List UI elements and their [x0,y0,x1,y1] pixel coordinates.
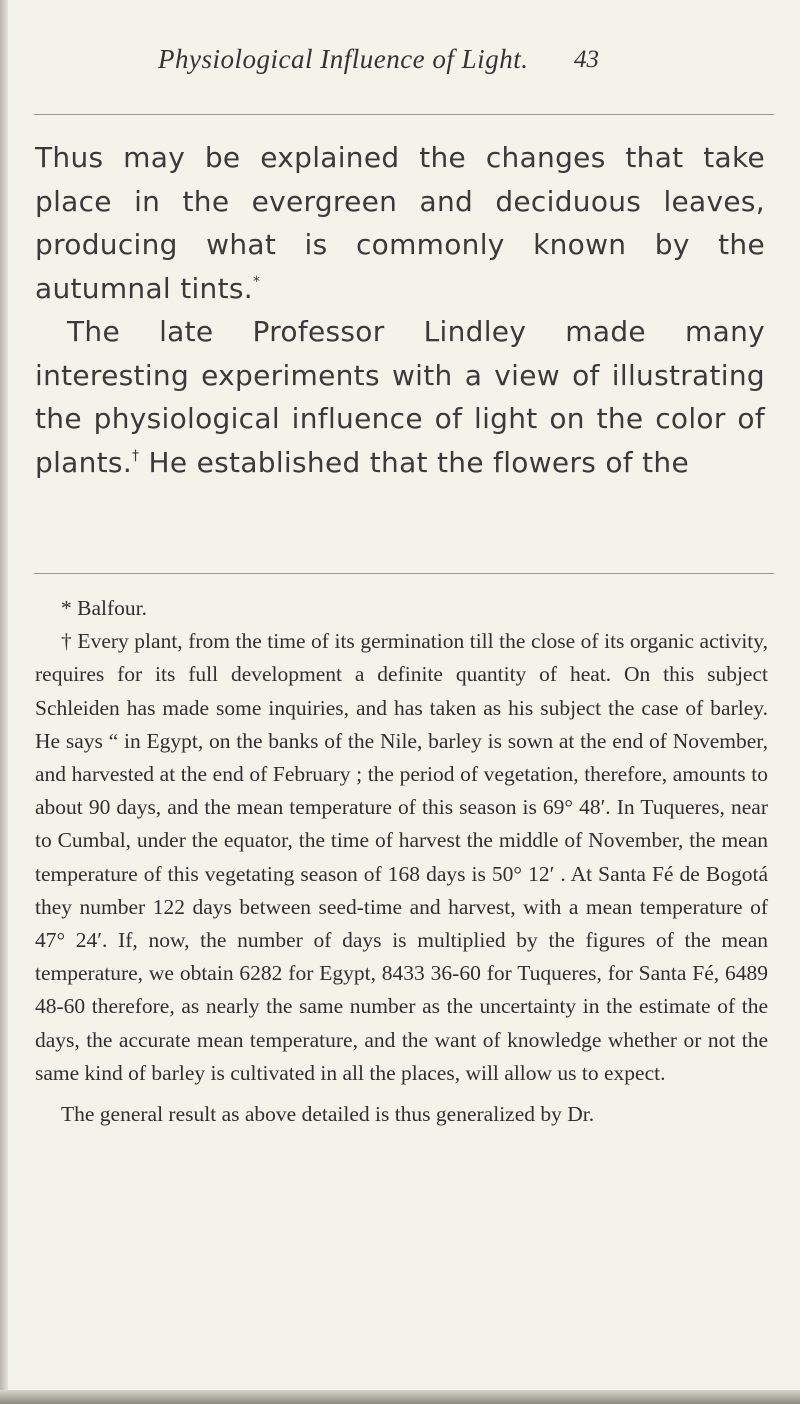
header-rule [34,114,774,115]
paragraph-1-text: Thus may be explained the changes that take place in the evergreen and deciduous leaves, producing what is commonly known by the autumnal tints. [35,141,765,305]
footnote-2-text: Every plant, from the time of its germination till the close of its organic activity, requires for its full development a definite quantity of heat. On this subject Schleiden has made some inquiries, and has taken as his subject the case of barley. He says “ in Egypt, on the banks of the Nile, barley is sown at the end of November, and harvested at the end of February ; the period of vegetation, therefore, amounts to about 90 days, and the mean temperature of this season is 69° 48′. In Tuqueres, near to Cumbal, under the equator, the time of harvest the middle of November, the mean temperature of this vegetating season of 168 days is 50° 12′ . At Santa Fé de Bogotá they number 122 days between seed-time and harvest, with a mean temperature of 47° 24′. If, now, the number of days is multiplied by the figures of the mean temperature, we obtain 6282 for Egypt, 8433 36-60 for Tuqueres, for Santa Fé, 6489 48-60 therefore, as nearly the same number as the uncertainty in the estimate of the days, the accurate mean temperature, and the want of knowledge whether or not the same kind of barley is cultivated in all the places, will allow us to expect. [35,629,768,1085]
closing-line: The general result as above detailed is thus generalized by Dr. [61,1102,595,1127]
footnotes [35,592,768,1131]
main-text [35,136,765,484]
paragraph-2-end: He established that the flowers of the [139,445,689,479]
running-head [0,44,800,84]
paragraph-autumnal-tints [35,136,765,310]
footnote-divider [34,573,774,574]
footnote-barley-heat [35,625,768,1090]
page-left-edge [0,0,8,1404]
footnote-1-mark: * [61,596,72,620]
footnote-1-text: Balfour. [71,596,147,620]
footnote-ref-dagger: † [132,447,140,464]
running-head-title: Physiological Influence of Light. [158,44,529,74]
paragraph-2-text: The late Professor Lindley made many interesting experiments with a view of illustrating the physiological influence of light on the color of plants. [35,315,765,479]
page-bottom-edge [0,1390,800,1404]
footnote-ref-asterisk: * [252,273,261,290]
paragraph-lindley-experiments [35,310,765,484]
footnote-2-mark: † [61,629,72,654]
footnote-balfour [35,592,768,625]
page-number: 43 [574,46,599,73]
